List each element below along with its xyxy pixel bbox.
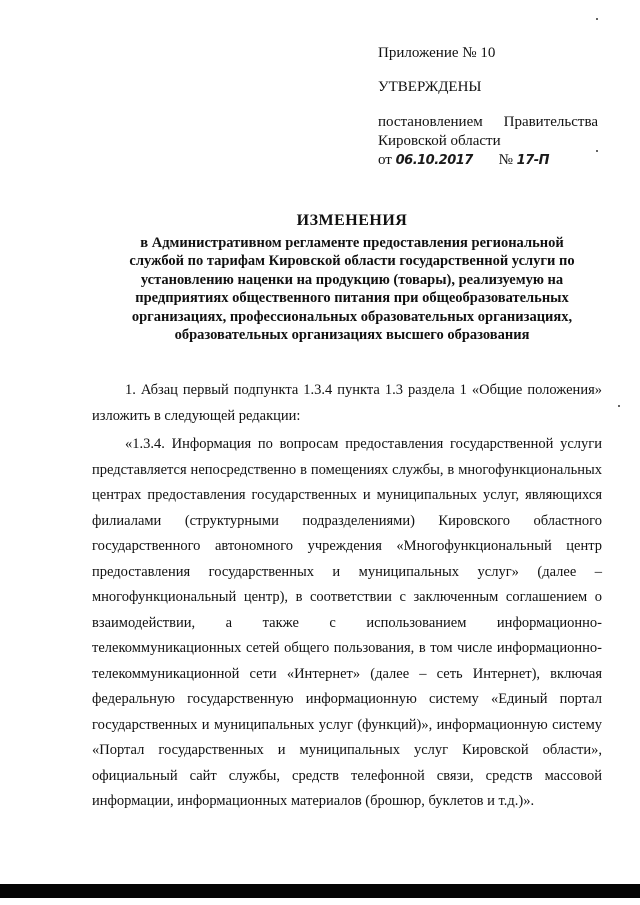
region-label: Кировской области: [378, 133, 501, 149]
scan-speck: [596, 150, 598, 152]
date-prefix: от: [378, 152, 392, 168]
subtitle-line: организациях, профессиональных образовательных организациях,: [131, 308, 573, 325]
body-paragraph-1: 1. Абзац первый подпункта 1.3.4 пункта 1.3 раздела 1 «Общие положения» изложить в следующей редакции:: [92, 382, 602, 424]
scan-bottom-edge: [0, 884, 640, 898]
number-prefix: №: [498, 152, 513, 168]
scan-speck: [596, 18, 598, 20]
subtitle-line: установлению наценки на продукцию (товары), реализуемую на: [140, 271, 564, 288]
approval-stamp-block: [378, 44, 598, 170]
body-paragraph-2: «1.3.4. Информация по вопросам предоставления государственной услуги представляется непосредственно в помещениях службы, в многофункциональных центрах предоставления государственных и муниципальных услуг, являющихся филиалами (структурными подразделениями) Кировского областного государственного автономного учреждения «Многофункциональный центр предоставления государственных и муниципальных услуг» (далее – многофункциональный центр), в соответствии с заключенным соглашением о взаимодействии, а также с использованием информационно-телекоммуникационных сетей общего пользования, в том числе информационно-телекоммуникационной сети «Интернет» (далее – сеть Интернет), включая федеральную государственную информационную систему «Единый портал государственных и муниципальных услуг (функций)», информационную систему «Портал государственных и муниципальных услуг Кировской области», официальный сайт службы, средств телефонной связи, средств массовой информации, информационных материалов (брошюр, буклетов и т.д.)».: [92, 436, 602, 809]
decree-date-line: [378, 151, 598, 170]
handwritten-date: 06.10.2017: [395, 153, 473, 168]
document-subtitle: [96, 234, 608, 344]
decree-label: постановлением Правительства: [378, 114, 598, 130]
approved-label: УТВЕРЖДЕНЫ: [378, 79, 482, 95]
subtitle-line: предприятиях общественного питания при общеобразовательных: [135, 290, 569, 307]
document-title: ИЗМЕНЕНИЯ: [296, 212, 408, 229]
document-body: [92, 378, 602, 815]
subtitle-line: образовательных организациях высшего образования: [174, 327, 530, 344]
subtitle-line: службой по тарифам Кировской области государственной услуги по: [129, 253, 575, 270]
subtitle-line: в Административном регламенте предоставления региональной: [140, 235, 564, 251]
annex-number: Приложение № 10: [378, 45, 496, 61]
handwritten-number: 17-П: [516, 153, 550, 168]
scan-speck: [618, 405, 620, 407]
document-heading: [96, 212, 608, 344]
